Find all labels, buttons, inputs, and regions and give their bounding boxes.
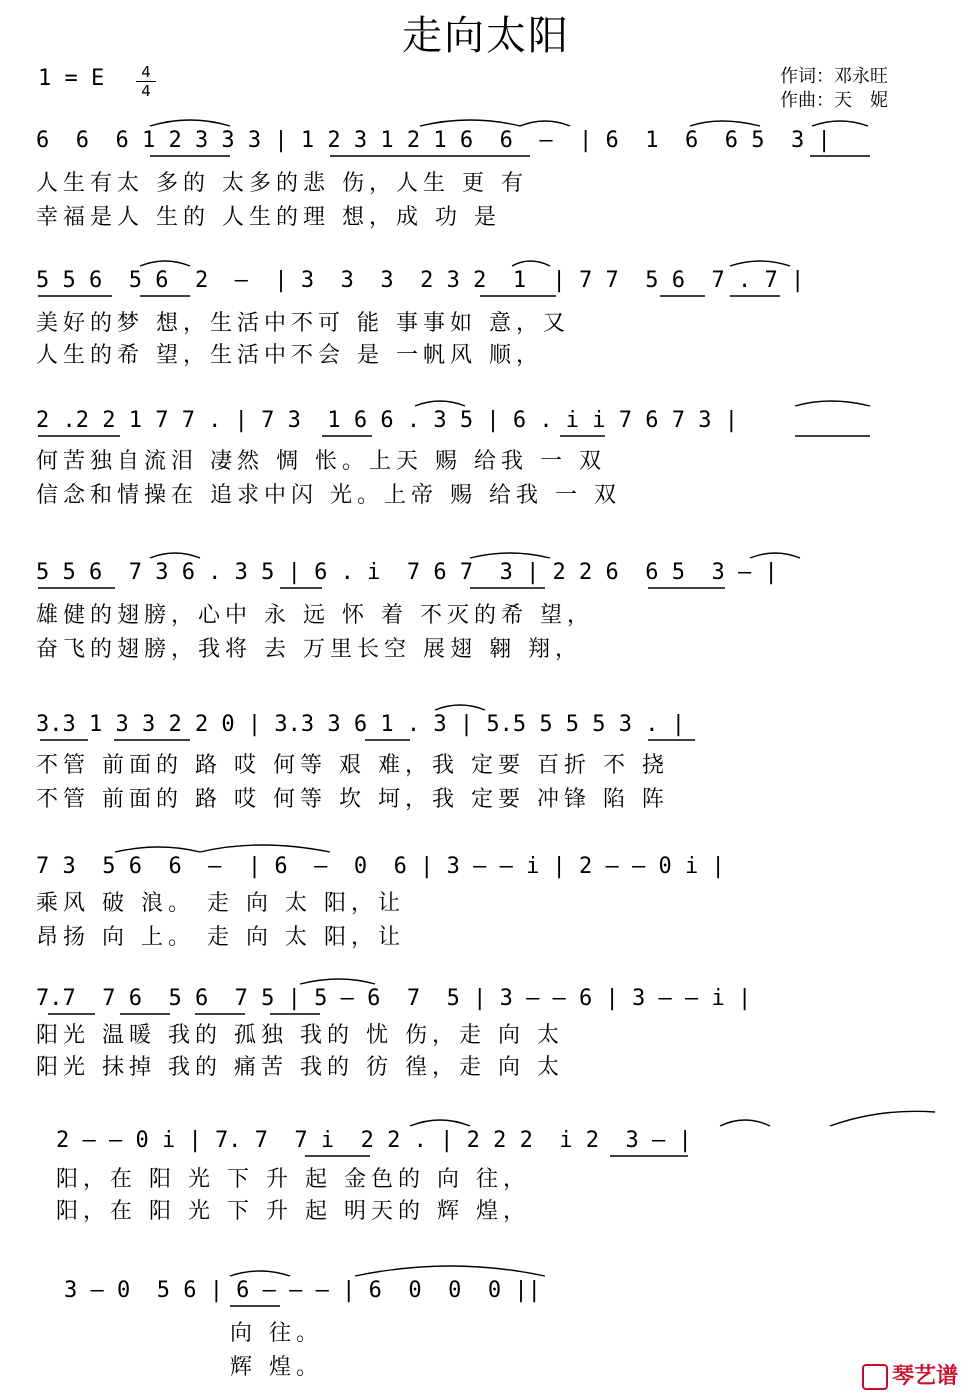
lyrics-row-4-verse-2: 奋飞的翅膀，我将 去 万里长空 展翅 翱 翔， bbox=[36, 637, 582, 662]
song-title: 走向太阳 bbox=[402, 13, 570, 59]
notation-row-5: 3.3 1 3 3 2 2 0 | 3.3 3 6 1 . 3 | 5.5 5 5 5 3 . | bbox=[36, 712, 686, 737]
key-signature: 1 = E bbox=[38, 66, 105, 91]
lyrics-row-6-verse-2: 昂扬 向 上。 走 向 太 阳，让 bbox=[36, 925, 405, 950]
lyrics-row-9-verse-2: 辉 煌。 bbox=[230, 1355, 323, 1380]
logo-icon bbox=[862, 1364, 888, 1390]
lyrics-row-4-verse-1: 雄健的翅膀，心中 永 远 怀 着 不灭的希 望， bbox=[36, 603, 594, 628]
time-signature-bottom: 4 bbox=[141, 82, 151, 100]
lyrics-row-2-verse-1: 美好的梦 想，生活中不可 能 事事如 意，又 bbox=[36, 311, 570, 336]
notation-row-1: 6 6 6 1 2 3 3 3 | 1 2 3 1 2 1 6 6 — | 6 1 6 6 5 3 | bbox=[36, 128, 831, 153]
lyrics-row-8-verse-1: 阳，在 阳 光 下 升 起 金色的 向 往， bbox=[56, 1167, 530, 1192]
lyrics-row-1-verse-2: 幸福是人 生的 人生的理 想，成 功 是 bbox=[36, 205, 501, 230]
notation-row-4: 5 5 6 7 3 6 . 3 5 | 6 . i 7 6 7 3 | 2 2 6 6 5 3 — | bbox=[36, 560, 778, 585]
lyrics-row-8-verse-2: 阳，在 阳 光 下 升 起 明天的 辉 煌， bbox=[56, 1199, 530, 1224]
lyrics-row-6-verse-1: 乘风 破 浪。 走 向 太 阳，让 bbox=[36, 891, 405, 916]
lyrics-row-5-verse-1: 不管 前面的 路 哎 何等 艰 难，我 定要 百折 不 挠 bbox=[36, 753, 669, 778]
lyrics-row-3-verse-1: 何苦独自流泪 凄然 惆 怅。上天 赐 给我 一 双 bbox=[36, 449, 606, 474]
lyrics-row-2-verse-2: 人生的希 望，生活中不会 是 一帆风 顺， bbox=[36, 343, 543, 368]
notation-row-6: 7 3 5 6 6 — | 6 — 0 6 | 3 — — i | 2 — — 0 i | bbox=[36, 854, 725, 879]
lyrics-row-9-verse-1: 向 往。 bbox=[230, 1321, 323, 1346]
notation-row-3: 2 .2 2 1 7 7 . | 7 3 1 6 6 . 3 5 | 6 . i i 7 6 7 3 | bbox=[36, 408, 738, 433]
notation-row-9: 3 — 0 5 6 | 6 — — — | 6 0 0 0 || bbox=[64, 1278, 541, 1303]
composer-credit: 作曲：天 妮 bbox=[780, 90, 888, 111]
lyrics-row-7-verse-2: 阳光 抹掉 我的 痛苦 我的 彷 徨，走 向 太 bbox=[36, 1055, 564, 1080]
notation-row-7: 7.7 7 6 5 6 7 5 | 5 — 6 7 5 | 3 — — 6 | 3 — — i | bbox=[36, 986, 752, 1011]
lyrics-row-7-verse-1: 阳光 温暖 我的 孤独 我的 忧 伤，走 向 太 bbox=[36, 1023, 564, 1048]
site-logo bbox=[862, 1359, 958, 1390]
time-signature-top: 4 bbox=[141, 63, 151, 81]
notation-row-8: 2 — — 0 i | 7. 7 7 i 2 2 . | 2 2 2 i 2 3 — | bbox=[56, 1128, 692, 1153]
lyrics-row-1-verse-1: 人生有太 多的 太多的悲 伤，人生 更 有 bbox=[36, 171, 528, 196]
lyrics-row-3-verse-2: 信念和情操在 追求中闪 光。上帝 赐 给我 一 双 bbox=[36, 483, 621, 508]
logo-text: 琴艺谱 bbox=[891, 1364, 958, 1389]
lyrics-row-5-verse-2: 不管 前面的 路 哎 何等 坎 坷，我 定要 冲锋 陷 阵 bbox=[36, 787, 669, 812]
lyricist-credit: 作词：邓永旺 bbox=[780, 66, 888, 87]
notation-row-2: 5 5 6 5 6 2 — | 3 3 3 2 3 2 1 | 7 7 5 6 7 . 7 | bbox=[36, 268, 805, 293]
